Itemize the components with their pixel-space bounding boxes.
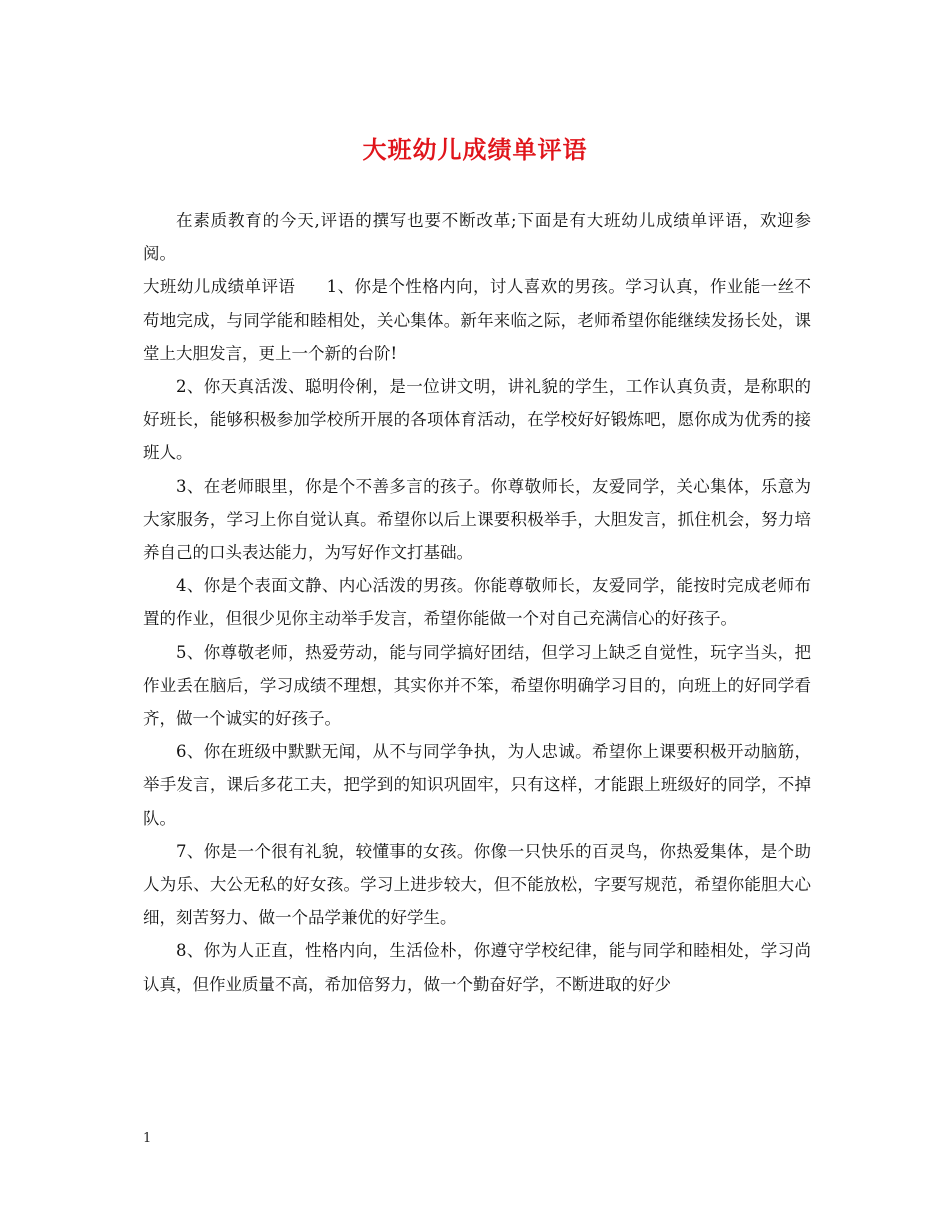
page-number: 1 bbox=[143, 1131, 152, 1146]
intro-paragraph: 在素质教育的今天,评语的撰写也要不断改革;下面是有大班幼儿成绩单评语，欢迎参阅。 bbox=[143, 211, 811, 264]
document-title: 大班幼儿成绩单评语 bbox=[362, 135, 588, 164]
comment-paragraph-8: 8、你为人正直，性格内向，生活俭朴，你遵守学校纪律，能与同学和睦相处，学习尚认真，但作业质量不高，希加倍努力，做一个勤奋好学，不断进取的好少 bbox=[143, 941, 811, 994]
comment-paragraph-5: 5、你尊敬老师，热爱劳动，能与同学搞好团结，但学习上缺乏自觉性，玩字当头，把作业丢在脑后，学习成绩不理想，其实你并不笨，希望你明确学习目的，向班上的好同学看齐，做一个诚实的好孩子。 bbox=[143, 642, 811, 729]
comment-text-1: 1、你是个性格内向，讨人喜欢的男孩。学习认真，作业能一丝不苟地完成，与同学能和睦相处，关心集体。新年来临之际，老师希望你能继续发扬长处，课堂上大胆发言，更上一个新的台阶! bbox=[143, 277, 812, 363]
section-heading: 大班幼儿成绩单评语 bbox=[143, 277, 296, 297]
comment-paragraph-4: 4、你是个表面文静、内心活泼的男孩。你能尊敬师长，友爱同学，能按时完成老师布置的作业，但很少见你主动举手发言，希望你能做一个对自己充满信心的好孩子。 bbox=[143, 576, 811, 629]
comment-paragraph-3: 3、在老师眼里，你是个不善多言的孩子。你尊敬师长，友爱同学，关心集体，乐意为大家服务，学习上你自觉认真。希望你以后上课要积极举手，大胆发言，抓住机会，努力培养自己的口头表达能力，为写好作文打基础。 bbox=[143, 476, 811, 563]
comment-paragraph-2: 2、你天真活泼、聪明伶俐，是一位讲文明，讲礼貌的学生，工作认真负责，是称职的好班长，能够积极参加学校所开展的各项体育活动，在学校好好锻炼吧，愿你成为优秀的接班人。 bbox=[143, 377, 811, 463]
document-body bbox=[143, 204, 811, 1001]
comment-paragraph-6: 6、你在班级中默默无闻，从不与同学争执，为人忠诚。希望你上课要积极开动脑筋，举手发言，课后多花工夫，把学到的知识巩固牢，只有这样，才能跟上班级好的同学，不掉队。 bbox=[143, 742, 811, 828]
comment-paragraph-7: 7、你是一个很有礼貌，较懂事的女孩。你像一只快乐的百灵鸟，你热爱集体，是个助人为乐、大公无私的好女孩。学习上进步较大，但不能放松，字要写规范，希望你能胆大心细，刻苦努力、做一个品学兼优的好学生。 bbox=[143, 841, 811, 928]
comment-paragraph-1 bbox=[143, 270, 811, 370]
